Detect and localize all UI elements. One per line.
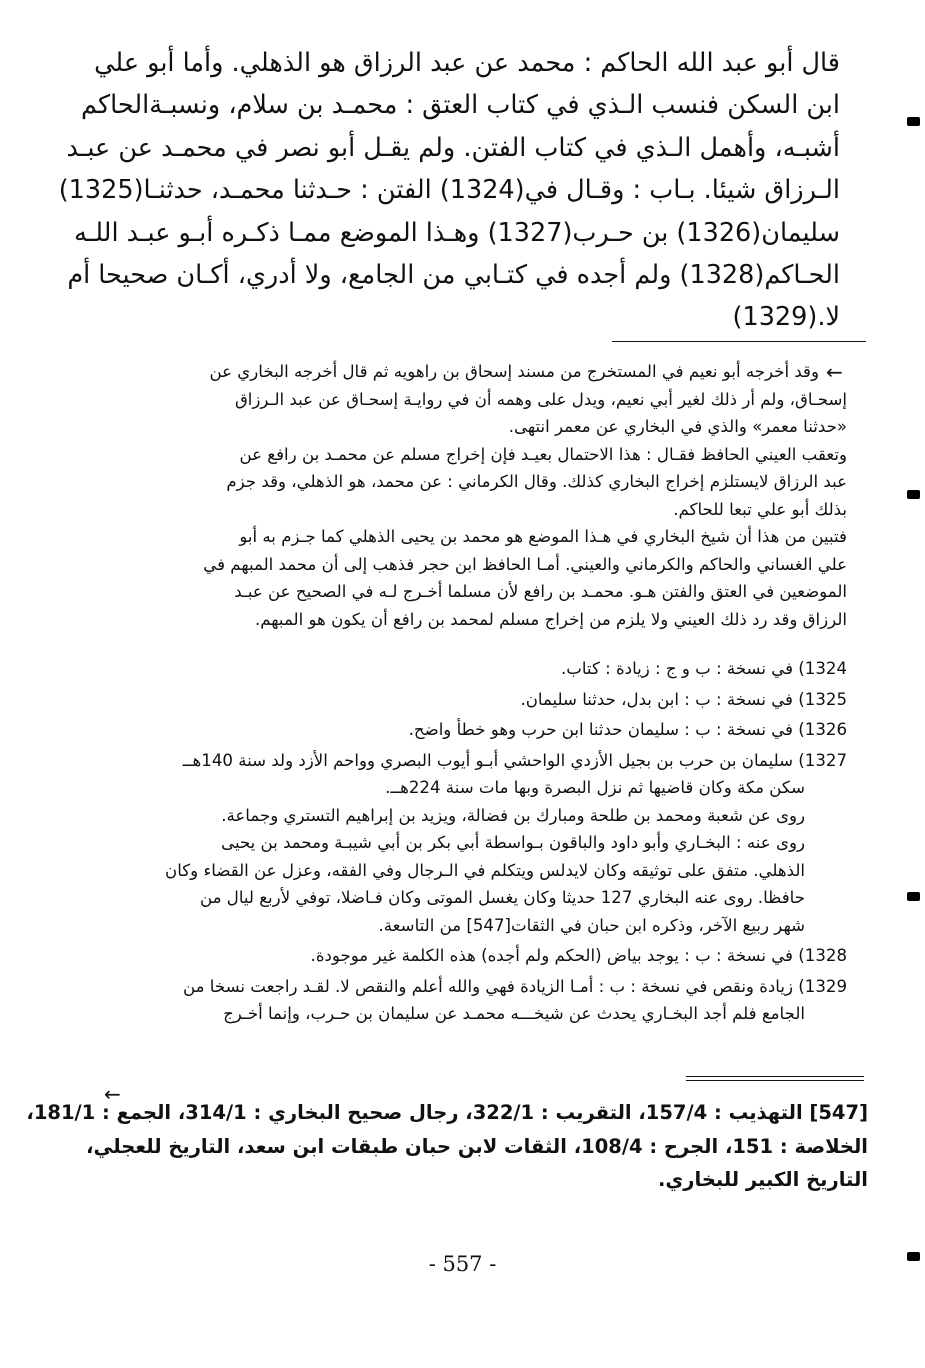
footnote-separator	[612, 341, 866, 342]
scan-mark	[907, 117, 920, 126]
footnote-number: 1324)	[798, 659, 847, 678]
footnote-number: 1327)	[798, 750, 847, 770]
footnote-1326	[107, 716, 847, 744]
footnote-1329	[107, 973, 847, 1028]
scan-mark	[907, 892, 920, 901]
footnote-text: في نسخة : ب : يوجد بياض (الحكم ولم أجده) هذه الكلمة غير موجودة.	[310, 946, 793, 965]
page-number: - 557 -	[428, 1252, 497, 1276]
continuation-note	[147, 358, 847, 633]
main-text-line: لا.(1329)	[732, 302, 840, 333]
footnote-text: زيادة ونقص في نسخة : ب : أمـا الزيادة فهي والله أعلم والنقص لا. لقـد راجعت نسخا من	[183, 976, 793, 996]
note-line: إسحـاق، ولم أر ذلك لغير أبي نعيم، ويدل على وهمه أن في روايـة إسحـاق عن عبد الـرزاق	[234, 389, 847, 409]
scan-mark	[907, 1252, 920, 1261]
note-line: «حدثنا معمر» والذي في البخاري عن معمر انتهى.	[508, 417, 847, 436]
reference-line: الخلاصة : 151، الجرح : 108/4، الثقات لابن حبان طبقات ابن سعد، التاريخ للعجلي،	[86, 1134, 868, 1158]
note-line: وقد أخرجه أبو نعيم في المستخرج من مسند إسحاق بن راهويه ثم قال أخرجه البخاري عن	[209, 362, 819, 381]
footnote-1328	[107, 942, 847, 970]
main-text-line: ابن السكن فنسب الـذي في كتاب العتق : محمـد بن سلام، ونسبـةالحاكم	[81, 90, 840, 121]
main-text-line: الحـاكم(1328) ولم أجده في كتـابي من الجامع، ولا أدري، أكـان صحيحا أم	[67, 260, 840, 291]
note-line: عبد الرزاق لايستلزم إخراج البخاري كذلك. وقال الكرماني : عن محمد، هو الذهلي، وقد جزم	[226, 472, 847, 491]
footnote-1325	[107, 686, 847, 714]
footnote-text: سكن مكة وكان قاضيها ثم نزل البصرة وبها مات سنة 224هــ.	[385, 778, 805, 797]
footnote-text: الذهلي. متفق على توثيقه وكان لايدلس ويتكلم في الـرجال وفي الفقه، وعزل عن القضاء وكان	[165, 860, 805, 880]
footnote-1324	[107, 655, 847, 683]
main-text-line: أشبـه، وأهمل الـذي في كتاب الفتن. ولم يقـل أبو نصر في محمـد عن عبـد	[66, 132, 840, 163]
footnote-number: 1329)	[798, 976, 847, 996]
footnote-text: شهر ربيع الآخر، وذكره ابن حبان في الثقات[547] من التاسعة.	[378, 915, 805, 935]
footnote-number: 1326)	[798, 720, 847, 739]
reference-separator	[686, 1080, 864, 1081]
main-text-line: سليمان(1326) بن حـرب(1327) وهـذا الموضع ممـا ذكـره أبـو عبـد اللـه	[74, 217, 840, 248]
continuation-arrow-icon: ←	[826, 360, 843, 384]
footnote-text: في نسخة : ب : سليمان حدثنا ابن حرب وهو خطأ واضح.	[408, 720, 793, 739]
reference-line: التاريخ الكبير للبخاري.	[658, 1168, 868, 1191]
footnote-text: الجامع فلم أجد البخـاري يحدث عن شيخـــه محمـد عن سليمان بن حـرب، وإنما أخـرج	[223, 1004, 805, 1023]
footnote-text: في نسخة : ب و ج : زيادة : كتاب.	[560, 659, 793, 678]
footnote-number: 1325)	[798, 689, 847, 709]
scan-mark	[907, 490, 920, 499]
footnote-text: في نسخة : ب : ابن بدل، حدثنا سليمان.	[520, 689, 793, 709]
footnote-text: روى عنه : البخـاري وأبو داود والباقون بـواسطة أبي بكر بن أبي شيبـة ومحمد بن يحيى	[221, 833, 805, 852]
footnote-text: حافظا. روى عنه البخاري 127 حديثا وكان يغسل الموتى وكان فـاضلا، توفي لأربع ليال من	[199, 888, 805, 907]
reference-line: [547] التهذيب : 157/4، التقريب : 322/1، رجال صحيح البخاري : 314/1، الجمع : 181/1،	[26, 1101, 868, 1124]
footnote-number: 1328)	[798, 946, 847, 965]
references	[26, 1096, 868, 1197]
footnote-text: سليمان بن حرب بن بجيل الأزدي الواحشي أبـو أيوب البصري وواحم الأزد ولد سنة 140هــ	[182, 750, 793, 770]
note-line: علي الغساني والحاكم والكرماني والعيني. أمـا الحافظ ابن حجر فذهب إلى أن محمد المبهم في	[203, 554, 847, 574]
note-line: الرزاق وقد رد ذلك العيني ولا يلزم من إخراج مسلم لمحمد بن رافع أن يكون هو المبهم.	[254, 609, 847, 629]
footnote-text: روى عن شعبة ومحمد بن طلحة ومبارك بن فضالة، ويزيد بن إبراهيم التستري وجماعة.	[221, 805, 805, 825]
note-line: فتبين من هذا أن شيخ البخاري في هـذا الموضع هو محمد بن يحيى الذهلي كما جـزم به أبو	[239, 527, 847, 546]
main-text-line: الـرزاق شيئا. بـاب : وقـال في(1324) الفتن : حـدثنا محمـد، حدثنـا(1325)	[58, 175, 840, 206]
footnotes	[107, 655, 847, 1028]
note-line: بذلك أبو علي تبعا للحاكم.	[673, 499, 847, 519]
reference-separator	[686, 1076, 864, 1077]
footnote-1327	[107, 747, 847, 940]
note-line: وتعقب العيني الحافظ فقـال : هذا الاحتمال بعيـد فإن إخراج مسلم عن محمـد بن رافع عن	[239, 444, 847, 464]
main-text-line: قال أبو عبد الله الحاكم : محمد عن عبد الرزاق هو الذهلي. وأما أبو علي	[94, 48, 840, 78]
note-line: الموضعين في العتق والفتن هـو. محمـد بن رافع لأن مسلما أخـرج لـه في الصحيح عن عبـد	[234, 582, 847, 601]
next-page-arrow-icon: ←	[104, 1082, 121, 1106]
main-text	[58, 42, 840, 339]
